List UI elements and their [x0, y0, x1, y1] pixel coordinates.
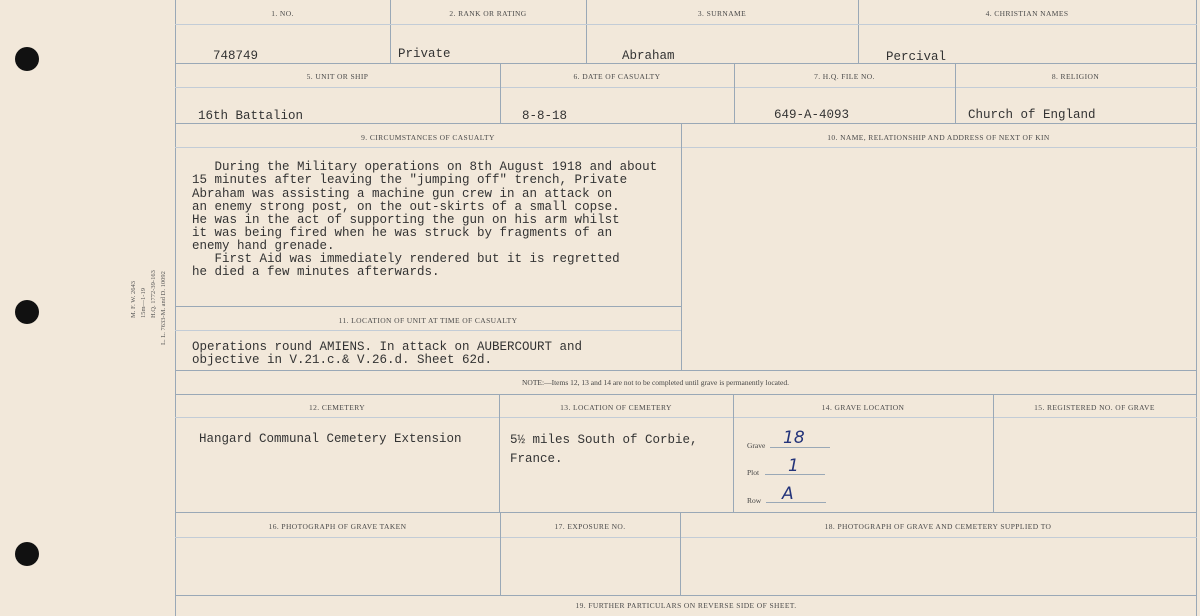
circumstances-line: enemy hand grenade.: [192, 239, 335, 253]
service-number: 748749: [213, 49, 259, 63]
side-imprint-4: L. L. 7633-M. and D. 10092: [160, 271, 167, 345]
label-surname: 3. SURNAME: [697, 9, 747, 18]
label-photograph-taken: 16. PHOTOGRAPH OF GRAVE TAKEN: [268, 522, 407, 531]
label-circumstances: 9. CIRCUMSTANCES OF CASUALTY: [361, 133, 495, 142]
cemetery-name: Hangard Communal Cemetery Extension: [199, 432, 462, 446]
label-photograph-supplied: 18. PHOTOGRAPH OF GRAVE AND CEMETERY SUPPLIED TO: [824, 522, 1052, 531]
label-grave-location: 14. GRAVE LOCATION: [821, 403, 905, 412]
punch-hole-middle: [15, 300, 39, 324]
label-rank: 2. RANK OR RATING: [449, 9, 527, 18]
footer-text: 19. FURTHER PARTICULARS ON REVERSE SIDE OF SHEET.: [575, 601, 797, 610]
surname: Abraham: [622, 49, 675, 63]
punch-hole-top: [15, 47, 39, 71]
label-religion: 8. RELIGION: [1051, 72, 1100, 81]
circumstances-line: he died a few minutes afterwards.: [192, 265, 440, 279]
label-registered-no: 15. REGISTERED NO. OF GRAVE: [1034, 403, 1155, 412]
religion: Church of England: [968, 108, 1096, 122]
side-imprint-2: 15m—1-19: [140, 288, 147, 318]
label-location-of-unit: 11. LOCATION OF UNIT AT TIME OF CASUALTY: [338, 316, 518, 325]
christian-names: Percival: [886, 50, 947, 64]
label-location-cemetery: 13. LOCATION OF CEMETERY: [560, 403, 672, 412]
label-cemetery: 12. CEMETERY: [308, 403, 366, 412]
location-line-2: objective in V.21.c.& V.26.d. Sheet 62d.: [192, 353, 493, 367]
side-imprint-1: M. F. W. 2643: [130, 280, 137, 318]
label-date-casualty: 6. DATE OF CASUALTY: [573, 72, 661, 81]
label-christian-names: 4. CHRISTIAN NAMES: [985, 9, 1069, 18]
cemetery-location-line-1: 5½ miles South of Corbie,: [510, 433, 698, 447]
grave-label: Grave: [747, 441, 766, 450]
circumstances-line: 15 minutes after leaving the "jumping off" trench, Private: [192, 173, 628, 187]
circumstances-line: it was being fired when he was struck by fragments of an: [192, 226, 613, 240]
label-unit: 5. UNIT OR SHIP: [306, 72, 369, 81]
circumstances-line: He was in the act of supporting the gun on his arm whilst: [192, 213, 620, 227]
unit: 16th Battalion: [198, 109, 304, 123]
label-next-of-kin: 10. NAME, RELATIONSHIP AND ADDRESS OF NEXT OF KIN: [827, 133, 1050, 142]
grave-number: 18: [783, 428, 805, 448]
row-label: Row: [747, 496, 762, 505]
plot-label: Plot: [747, 468, 760, 477]
plot-number: 1: [788, 456, 799, 476]
circumstances-line: Abraham was assisting a machine gun crew in an attack on: [192, 187, 613, 201]
date-of-casualty: 8-8-18: [522, 109, 568, 123]
location-line-1: Operations round AMIENS. In attack on AUBERCOURT and: [192, 340, 583, 354]
label-exposure-no: 17. EXPOSURE NO.: [554, 522, 626, 531]
label-number: 1. NO.: [271, 9, 294, 18]
circumstances-line: an enemy strong post, on the out-skirts of a small copse.: [192, 200, 620, 214]
circumstances-line: First Aid was immediately rendered but it is regretted: [192, 252, 620, 266]
hq-file-number: 649-A-4093: [774, 108, 850, 122]
circumstances-line: During the Military operations on 8th August 1918 and about: [192, 160, 658, 174]
note-text: NOTE:—Items 12, 13 and 14 are not to be completed until grave is permanently located.: [522, 378, 790, 387]
label-hq-file: 7. H.Q. FILE NO.: [814, 72, 875, 81]
punch-hole-bottom: [15, 542, 39, 566]
cemetery-location-line-2: France.: [510, 452, 563, 466]
side-imprint-3: H.Q. 1772-39-163: [150, 270, 157, 318]
row-letter: A: [782, 484, 794, 504]
rank: Private: [398, 47, 451, 61]
